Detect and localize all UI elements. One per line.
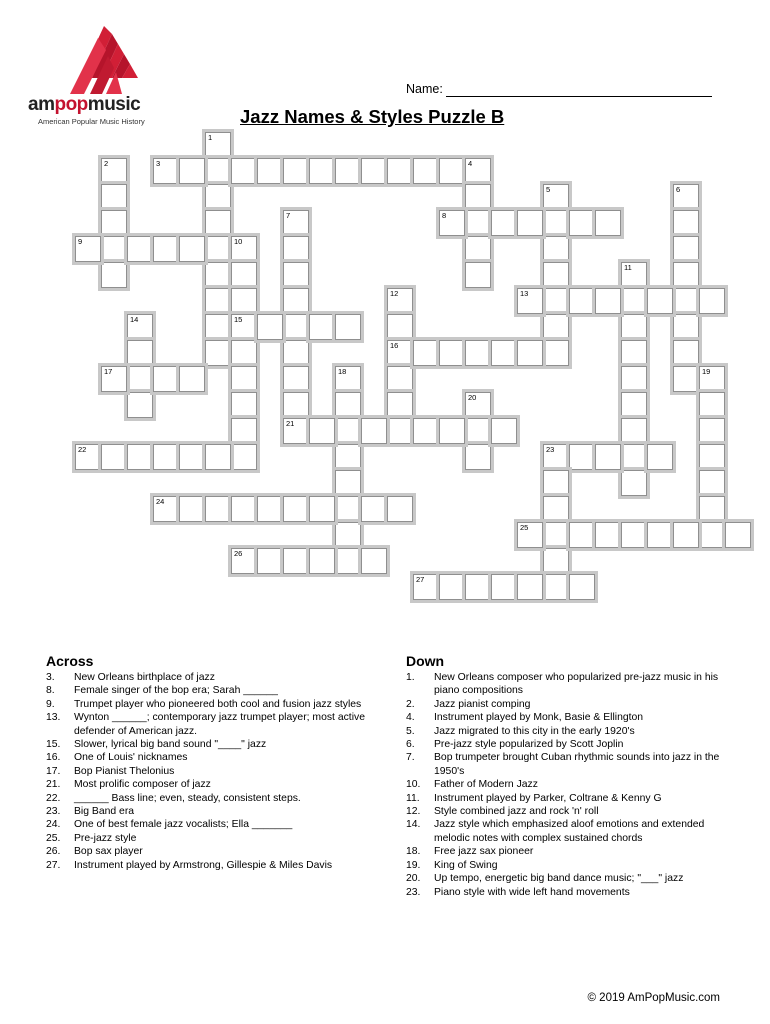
clue-number-label: 10. [406,779,421,791]
crossword-cell[interactable] [465,574,491,600]
crossword-cell[interactable] [543,574,569,600]
down-clue [406,711,732,724]
down-clue-list [406,671,732,899]
crossword-cell[interactable] [543,522,569,548]
across-clue [46,805,368,818]
clue-text: Pre-jazz style [74,832,137,844]
crossword-cell[interactable] [387,158,413,184]
crossword-cell[interactable] [465,184,491,210]
clue-text: Trumpet player who pioneered both cool and fusion jazz styles [74,698,362,710]
clue-number: 19 [702,367,711,376]
clue-number: 3 [156,159,161,168]
clue-number: 2 [104,159,109,168]
clue-number: 23 [546,445,555,454]
across-clue [46,832,368,845]
clue-number: 21 [286,419,295,428]
crossword-cell[interactable] [387,314,413,340]
crossword-cell[interactable] [335,158,361,184]
crossword-cell[interactable] [205,340,231,366]
clue-number: 4 [468,159,473,168]
crossword-cell[interactable] [595,522,621,548]
clue-text: Bop trumpeter brought Cuban rhythmic sounds into jazz in the 1950's [434,752,720,777]
crossword-cell[interactable] [569,444,595,470]
crossword-cell[interactable] [699,288,725,314]
crossword-cell[interactable] [283,392,309,418]
crossword-cell[interactable] [673,262,699,288]
across-clue [46,818,368,831]
crossword-cell[interactable] [543,210,569,236]
clue-number-label: 4. [406,712,415,724]
clue-number-label: 12. [406,806,421,818]
crossword-cell[interactable] [387,366,413,392]
crossword-cell[interactable] [205,444,231,470]
crossword-cell[interactable] [699,418,725,444]
clue-number-label: 5. [406,725,415,737]
crossword-cell[interactable] [673,314,699,340]
clue-number: 18 [338,367,347,376]
clue-text: Wynton ______; contemporary jazz trumpet player; most active defender of American jazz. [74,712,365,737]
crossword-cell[interactable] [335,444,361,470]
clue-number: 10 [234,237,243,246]
clue-number-label: 23. [46,806,61,818]
crossword-cell[interactable] [413,418,439,444]
across-clue [46,859,368,872]
clue-text: Female singer of the bop era; Sarah ______ [74,685,278,697]
crossword-cell[interactable] [699,496,725,522]
crossword-cell[interactable] [283,158,309,184]
crossword-cell[interactable] [153,236,179,262]
crossword-cell[interactable] [647,522,673,548]
crossword-cell[interactable] [101,236,127,262]
clue-number: 6 [676,185,681,194]
clue-text: Free jazz sax pioneer [434,846,534,858]
crossword-cell[interactable] [231,392,257,418]
clue-text: One of best female jazz vocalists; Ella _______ [74,819,293,831]
crossword-cell[interactable] [569,574,595,600]
crossword-cell[interactable] [595,288,621,314]
crossword-cell[interactable] [673,340,699,366]
clue-number-label: 20. [406,873,421,885]
crossword-cell[interactable] [283,262,309,288]
crossword-cell[interactable] [621,314,647,340]
crossword-cell[interactable] [231,366,257,392]
clue-text: Instrument played by Armstrong, Gillespie & Miles Davis [74,859,333,871]
across-clue [46,751,368,764]
clue-text: Jazz migrated to this city in the early 1920's [434,725,635,737]
crossword-cell[interactable] [387,418,413,444]
clue-number-label: 18. [406,846,421,858]
crossword-cell[interactable] [361,418,387,444]
across-clue [46,792,368,805]
down-clue [406,886,732,899]
crossword-cell[interactable] [699,470,725,496]
clue-text: Piano style with wide left hand movements [434,886,630,898]
clue-number: 17 [104,367,113,376]
crossword-cell[interactable] [101,262,127,288]
clue-number: 5 [546,185,551,194]
crossword-cell[interactable] [387,496,413,522]
crossword-cell[interactable] [231,418,257,444]
clue-text: Slower, lyrical big band sound "____" jazz [74,739,267,751]
crossword-cell[interactable] [231,158,257,184]
clue-number-label: 19. [406,859,421,871]
crossword-cell[interactable] [231,444,257,470]
logo-subtitle: American Popular Music History [38,117,145,126]
down-clue [406,725,732,738]
crossword-cell[interactable] [231,496,257,522]
clue-number-label: 7. [406,752,415,764]
clue-number-label: 9. [46,698,55,710]
across-clue [46,778,368,791]
crossword-cell[interactable] [231,340,257,366]
clue-number: 9 [78,237,83,246]
crossword-cell[interactable] [101,184,127,210]
clue-text: Jazz style which emphasized aloof emotions and extended melodic notes with complex sustained chords [434,819,705,844]
crossword-cell[interactable] [621,470,647,496]
crossword-cell[interactable] [205,288,231,314]
crossword-cell[interactable] [465,262,491,288]
crossword-cell[interactable] [127,340,153,366]
logo-pop: pop [54,94,88,115]
crossword-cell[interactable] [179,444,205,470]
clue-text: Pre-jazz style popularized by Scott Joplin [434,739,624,751]
crossword-cell[interactable] [179,366,205,392]
crossword-cell[interactable] [283,496,309,522]
crossword-cell[interactable] [517,210,543,236]
crossword-cell[interactable] [465,340,491,366]
down-clue [406,738,732,751]
crossword-cell[interactable] [673,210,699,236]
crossword-cell[interactable] [621,288,647,314]
crossword-cell[interactable] [725,522,751,548]
crossword-cell[interactable] [595,444,621,470]
crossword-cell[interactable] [673,366,699,392]
clue-text: New Orleans birthplace of jazz [74,672,215,683]
crossword-cell[interactable] [465,236,491,262]
crossword-cell[interactable] [465,444,491,470]
crossword-cell[interactable] [621,392,647,418]
clue-number: 15 [234,315,243,324]
crossword-cell[interactable] [543,496,569,522]
crossword-cell[interactable] [205,496,231,522]
crossword-cell[interactable] [647,444,673,470]
crossword-cell[interactable] [127,392,153,418]
crossword-cell[interactable] [335,314,361,340]
clue-number-label: 14. [406,819,421,831]
crossword-cell[interactable] [439,418,465,444]
crossword-cell[interactable] [101,444,127,470]
crossword-cell[interactable] [569,522,595,548]
crossword-cell[interactable] [127,444,153,470]
crossword-cell[interactable] [491,418,517,444]
clue-number-label: 22. [46,792,61,804]
clue-number-label: 26. [46,846,61,858]
crossword-cell[interactable] [699,444,725,470]
crossword-cell[interactable] [309,548,335,574]
crossword-cell[interactable] [127,366,153,392]
crossword-cell[interactable] [205,262,231,288]
down-clue [406,698,732,711]
across-clue [46,711,368,738]
crossword-cell[interactable] [257,548,283,574]
crossword-cell[interactable] [335,392,361,418]
clue-number: 11 [624,263,632,272]
crossword-cell[interactable] [543,548,569,574]
crossword-cell[interactable] [101,210,127,236]
clue-number-label: 8. [46,685,55,697]
crossword-cell[interactable] [257,496,283,522]
crossword-cell[interactable] [517,340,543,366]
across-heading: Across [46,653,94,669]
crossword-cell[interactable] [439,340,465,366]
crossword-cell[interactable] [283,548,309,574]
logo-music: music [87,94,141,115]
clue-number-label: 16. [46,752,61,764]
clue-text: Instrument played by Parker, Coltrane & Kenny G [434,792,662,804]
name-label: Name: [406,82,443,96]
crossword-cell[interactable] [517,574,543,600]
crossword-cell[interactable] [309,158,335,184]
down-clue [406,818,732,845]
crossword-cell[interactable] [387,392,413,418]
clue-number-label: 3. [46,672,55,683]
across-clue [46,738,368,751]
clue-text: Most prolific composer of jazz [74,779,211,791]
crossword-cell[interactable] [543,340,569,366]
crossword-cell[interactable] [361,158,387,184]
crossword-cell[interactable] [465,210,491,236]
crossword-cell[interactable] [205,184,231,210]
clue-number-label: 21. [46,779,61,791]
down-clue [406,859,732,872]
across-clue [46,671,368,684]
crossword-cell[interactable] [595,210,621,236]
logo-am: am [28,94,55,115]
crossword-cell[interactable] [673,288,699,314]
clue-text: Jazz pianist comping [434,698,531,710]
crossword-cell[interactable] [491,340,517,366]
clue-number: 8 [442,211,447,220]
clue-text: New Orleans composer who popularized pre-jazz music in his piano compositions [434,672,719,697]
clue-number: 1 [208,133,213,142]
clue-number: 24 [156,497,165,506]
crossword-cell[interactable] [179,236,205,262]
crossword-cell[interactable] [257,158,283,184]
clue-text: Bop sax player [74,846,143,858]
crossword-cell[interactable] [491,210,517,236]
crossword-cell[interactable] [309,496,335,522]
crossword-cell[interactable] [309,314,335,340]
clue-number-label: 23. [406,886,421,898]
crossword-cell[interactable] [543,470,569,496]
copyright-footer: © 2019 AmPopMusic.com [587,992,720,1004]
crossword-cell[interactable] [205,236,231,262]
clue-number-label: 24. [46,819,61,831]
crossword-cell[interactable] [621,366,647,392]
crossword-cell[interactable] [673,522,699,548]
clue-text: Big Band era [74,806,135,818]
clue-number-label: 2. [406,698,415,710]
clue-number: 25 [520,523,529,532]
clue-number-label: 25. [46,832,61,844]
crossword-cell[interactable] [335,418,361,444]
across-clue [46,698,368,711]
crossword-cell[interactable] [283,236,309,262]
crossword-cell[interactable] [335,470,361,496]
crossword-cell[interactable] [413,158,439,184]
across-clue [46,765,368,778]
across-clue [46,845,368,858]
crossword-cell[interactable] [205,210,231,236]
clue-number-label: 13. [46,712,61,724]
clue-text: ______ Bass line; even, steady, consistent steps. [74,792,301,804]
clue-number: 14 [130,315,139,324]
clue-text: Bop Pianist Thelonius [74,765,175,777]
crossword-cell[interactable] [647,288,673,314]
clue-text: Father of Modern Jazz [434,779,538,791]
down-clue [406,872,732,885]
crossword-cell[interactable] [205,314,231,340]
clue-number-label: 27. [46,859,61,871]
clue-text: One of Louis' nicknames [74,752,188,764]
crossword-cell[interactable] [231,288,257,314]
down-clue [406,751,732,778]
clue-number-label: 17. [46,765,61,777]
clue-number: 16 [390,341,399,350]
crossword-cell[interactable] [543,288,569,314]
clue-number: 7 [286,211,291,220]
crossword-cell[interactable] [335,496,361,522]
clue-number: 27 [416,575,425,584]
crossword-cell[interactable] [543,236,569,262]
clue-number: 12 [390,289,399,298]
crossword-cell[interactable] [569,210,595,236]
crossword-cell[interactable] [179,496,205,522]
down-clue [406,778,732,791]
crossword-cell[interactable] [309,418,335,444]
crossword-cell[interactable] [231,262,257,288]
clue-number-label: 1. [406,672,415,683]
across-clue [46,684,368,697]
crossword-cell[interactable] [543,262,569,288]
crossword-cell[interactable] [699,522,725,548]
clue-text: Style combined jazz and rock 'n' roll [434,806,599,818]
across-clue-list [46,671,368,872]
down-clue [406,845,732,858]
crossword-cell[interactable] [283,314,309,340]
crossword-cell[interactable] [283,366,309,392]
clue-number-label: 15. [46,739,61,751]
crossword-cell[interactable] [673,236,699,262]
crossword-cell[interactable] [205,158,231,184]
clue-text: King of Swing [434,859,498,871]
crossword-cell[interactable] [179,158,205,184]
crossword-cell[interactable] [257,314,283,340]
crossword-cell[interactable] [465,418,491,444]
crossword-cell[interactable] [543,314,569,340]
crossword-cell[interactable] [335,548,361,574]
down-heading: Down [406,653,445,669]
crossword-cell[interactable] [621,522,647,548]
clue-number: 26 [234,549,243,558]
crossword-cell[interactable] [621,340,647,366]
down-clue [406,792,732,805]
crossword-cell[interactable] [439,574,465,600]
crossword-cell[interactable] [569,288,595,314]
crossword-cell[interactable] [361,548,387,574]
clue-number: 20 [468,393,477,402]
crossword-cell[interactable] [699,392,725,418]
clue-number: 22 [78,445,87,454]
crossword-cell[interactable] [127,236,153,262]
crossword-cell[interactable] [621,444,647,470]
crossword-cell[interactable] [335,522,361,548]
crossword-cell[interactable] [439,158,465,184]
clue-number-label: 6. [406,739,415,751]
clue-number-label: 11. [406,792,420,804]
crossword-cell[interactable] [621,418,647,444]
clue-number: 13 [520,289,529,298]
crossword-cell[interactable] [361,496,387,522]
crossword-cell[interactable] [153,444,179,470]
down-clue [406,671,732,698]
down-clue [406,805,732,818]
crossword-cell[interactable] [283,340,309,366]
page-title: Jazz Names & Styles Puzzle B [240,106,505,127]
crossword-cell[interactable] [153,366,179,392]
clue-text: Up tempo, energetic big band dance music; "___" jazz [434,873,684,885]
clue-text: Instrument played by Monk, Basie & Ellington [434,712,644,724]
crossword-cell[interactable] [491,574,517,600]
crossword-cell[interactable] [283,288,309,314]
crossword-cell[interactable] [413,340,439,366]
